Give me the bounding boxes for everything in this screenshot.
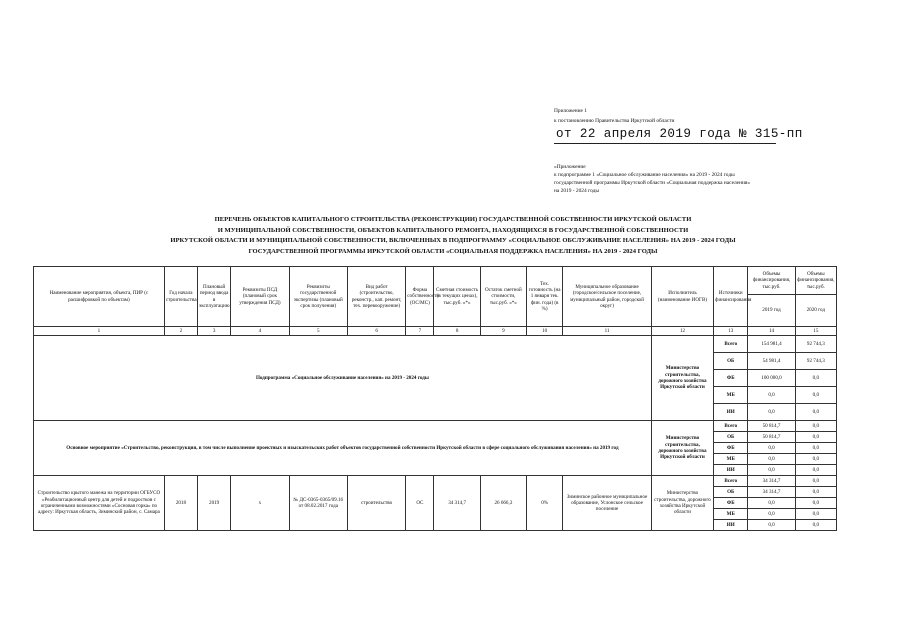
fund-label: ИИ [714,465,748,476]
table-row [34,476,837,487]
object-work-type: строительство [347,476,405,531]
fund-label: ФБ [714,498,748,509]
value-2020: 0,0 [795,370,836,387]
object-psd: х [231,476,289,531]
value-2019: 0,0 [748,509,795,520]
value-2019: 0,0 [748,465,795,476]
header-ownership: Форма собственности (ОС/МС) [406,267,434,327]
colnum: 2 [164,327,197,336]
header-year-2019: 2019 год [748,295,795,327]
object-cost: 34 314,7 [434,476,480,531]
header-remainder: Остаток сметной стоимости, тыс.руб. «*» [480,267,526,327]
header-readiness: Тех. готовность (на 1 января тек. фин. года) (в %) [527,267,563,327]
value-2020: 0,0 [795,387,836,404]
value-2020: 0,0 [795,454,836,465]
fund-label: Всего [714,336,748,353]
appendix-quote-3: государственной программы Иркутской области «Социальная поддержка населения» [554,180,751,186]
objects-table [33,266,837,531]
subprogram-executor: Министерство строительства, дорожного хозяйства Иркутской области [651,336,713,421]
colnum: 4 [231,327,289,336]
value-2020: 0,0 [795,443,836,454]
colnum: 5 [289,327,347,336]
fund-label: ФБ [714,443,748,454]
title-line-1: ПЕРЕЧЕНЬ ОБЪЕКТОВ КАПИТАЛЬНОГО СТРОИТЕЛЬСТВА (РЕКОНСТРУКЦИИ) ГОСУДАРСТВЕННОЙ СОБСТВЕННОСТИ ИРКУТСКОЙ ОБЛАСТИ [214,216,692,223]
value-2019: 154 981,4 [748,336,795,353]
value-2020: 92 744,3 [795,336,836,353]
appendix-quote-2: к подпрограмме 1 «Социальное обслуживание населения» на 2019 - 2024 годы [554,172,735,178]
object-executor: Министерство строительства, дорожного хозяйства Иркутской области [651,476,713,531]
object-start-year: 2018 [164,476,197,531]
value-2020: 0,0 [795,404,836,421]
object-readiness: 0% [527,476,563,531]
value-2019: 50 814,7 [748,432,795,443]
colnum: 9 [480,327,526,336]
value-2020: 0,0 [795,476,836,487]
fund-label: ОБ [714,353,748,370]
header-municipality: Муниципальное образование (городское/сельское поселение, муниципальный район, городской округ) [563,267,652,327]
decree-number: от 22 апреля 2019 года № 315-пп [556,127,803,141]
value-2019: 0,0 [748,454,795,465]
table-row [34,421,837,432]
colnum: 15 [795,327,836,336]
header-year-2020: 2020 год [795,295,836,327]
table-row [34,336,837,353]
colnum: 7 [406,327,434,336]
colnum: 11 [563,327,652,336]
header-start-year: Год начала строительства [164,267,197,327]
value-2020: 0,0 [795,432,836,443]
appendix-quote-4: на 2019 - 2024 годы [554,188,600,194]
fund-label: ИИ [714,520,748,531]
header-psd: Реквизиты ПСД (плановый срок утверждения ПСД) [231,267,289,327]
object-expertise: № ДС-0365-0365/09.16 от 08.02.2017 года [289,476,347,531]
header-name: Наименование мероприятия, объекта, ПИР (с расшифровкой по объектам) [34,267,165,327]
colnum: 10 [527,327,563,336]
colnum: 13 [714,327,748,336]
title-line-3: ИРКУТСКОЙ ОБЛАСТИ И МУНИЦИПАЛЬНОЙ СОБСТВЕННОСТИ, ВКЛЮЧЕННЫХ В ПОДПРОГРАММУ «СОЦИАЛЬНОЕ ОБСЛУЖИВАНИЕ НАСЕЛЕНИЯ» НА 2019 - 2024 ГОДЫ [170,237,736,245]
value-2020: 0,0 [795,487,836,498]
header-volume-2020: Объемы финансирования, тыс.руб. [795,267,836,295]
object-remainder: 26 666,3 [480,476,526,531]
value-2020: 0,0 [795,509,836,520]
subprogram-name: Подпрограмма «Социальное обслуживание населения» на 2019 - 2024 годы [34,336,652,421]
value-2019: 0,0 [748,520,795,531]
main-activity-name: Основное мероприятие «Строительство, реконструкция, в том числе выполнение проектных и изыскательских работ объектов государственной собственности Иркутской области в сфере социального обслуживания населения» на 2019 год [34,421,652,476]
header-funding-source: Источники финансирования [714,267,748,327]
colnum: 6 [347,327,405,336]
fund-label: МБ [714,387,748,404]
object-commission-year: 2019 [198,476,231,531]
object-municipality: Зиминское районное муниципальное образование, Услонское сельское поселение [563,476,652,531]
value-2019: 100 000,0 [748,370,795,387]
colnum: 8 [434,327,480,336]
colnum: 3 [198,327,231,336]
fund-label: МБ [714,454,748,465]
column-numbers-row [34,327,837,336]
fund-label: ИИ [714,404,748,421]
value-2019: 50 814,7 [748,421,795,432]
value-2019: 0,0 [748,443,795,454]
header-work-type: Вид работ (строительство, реконстр., кап. ремонт, тех. перевооружение) [347,267,405,327]
value-2019: 0,0 [748,387,795,404]
title-line-4: ГОСУДАРСТВЕННОЙ ПРОГРАММЫ ИРКУТСКОЙ ОБЛАСТИ «СОЦИАЛЬНАЯ ПОДДЕРЖКА НАСЕЛЕНИЯ» НА 2019 - 2024 ГОДЫ [248,247,658,255]
fund-label: ОБ [714,432,748,443]
fund-label: МБ [714,509,748,520]
value-2020: 0,0 [795,465,836,476]
header-cost: Сметная стоимость (в текущих ценах), тыс.руб. «*» [434,267,480,327]
title-line-2: И МУНИЦИПАЛЬНОЙ СОБСТВЕННОСТИ, ОБЪЕКТОВ КАПИТАЛЬНОГО РЕМОНТА, НАХОДЯЩИХСЯ В ГОСУДАРСТВЕННОЙ СОБСТВЕННОСТИ [217,226,689,234]
value-2019: 34 314,7 [748,476,795,487]
header-row [34,267,837,295]
fund-label: ОБ [714,487,748,498]
value-2019: 0,0 [748,498,795,509]
main-activity-executor: Министерство строительства, дорожного хозяйства Иркутской области [651,421,713,476]
value-2019: 34 314,7 [748,487,795,498]
value-2020: 0,0 [795,421,836,432]
header-commission: Плановый период ввода в эксплуатацию [198,267,231,327]
appendix-quote-1: «Приложение [554,164,586,170]
value-2020: 0,0 [795,498,836,509]
header-executor: Исполнитель (наименование ИОГВ) [651,267,713,327]
colnum: 1 [34,327,165,336]
header-expertise: Реквизиты государственной экспертизы (плановый срок получения) [289,267,347,327]
decree-underline [554,143,776,144]
object-name: Строительство крытого манежа на территории ОГБУСО «Реабилитационный центр для детей и подростков с ограниченными возможностями «Сосновая горка» по адресу: Иркутская область, Зиминский район, с. Самара [34,476,165,531]
fund-label: Всего [714,421,748,432]
colnum: 14 [748,327,795,336]
appendix-line-2: к постановлению Правительства Иркутской области [554,118,675,124]
header-volume-2019: Объемы финансирования, тыс.руб. [748,267,795,295]
fund-label: ФБ [714,370,748,387]
value-2020: 0,0 [795,520,836,531]
value-2019: 0,0 [748,404,795,421]
fund-label: Всего [714,476,748,487]
value-2019: 54 981,4 [748,353,795,370]
document-title [40,215,866,257]
colnum: 12 [651,327,713,336]
appendix-line-1: Приложение 1 [554,108,587,114]
value-2020: 92 744,3 [795,353,836,370]
object-ownership: ОС [406,476,434,531]
